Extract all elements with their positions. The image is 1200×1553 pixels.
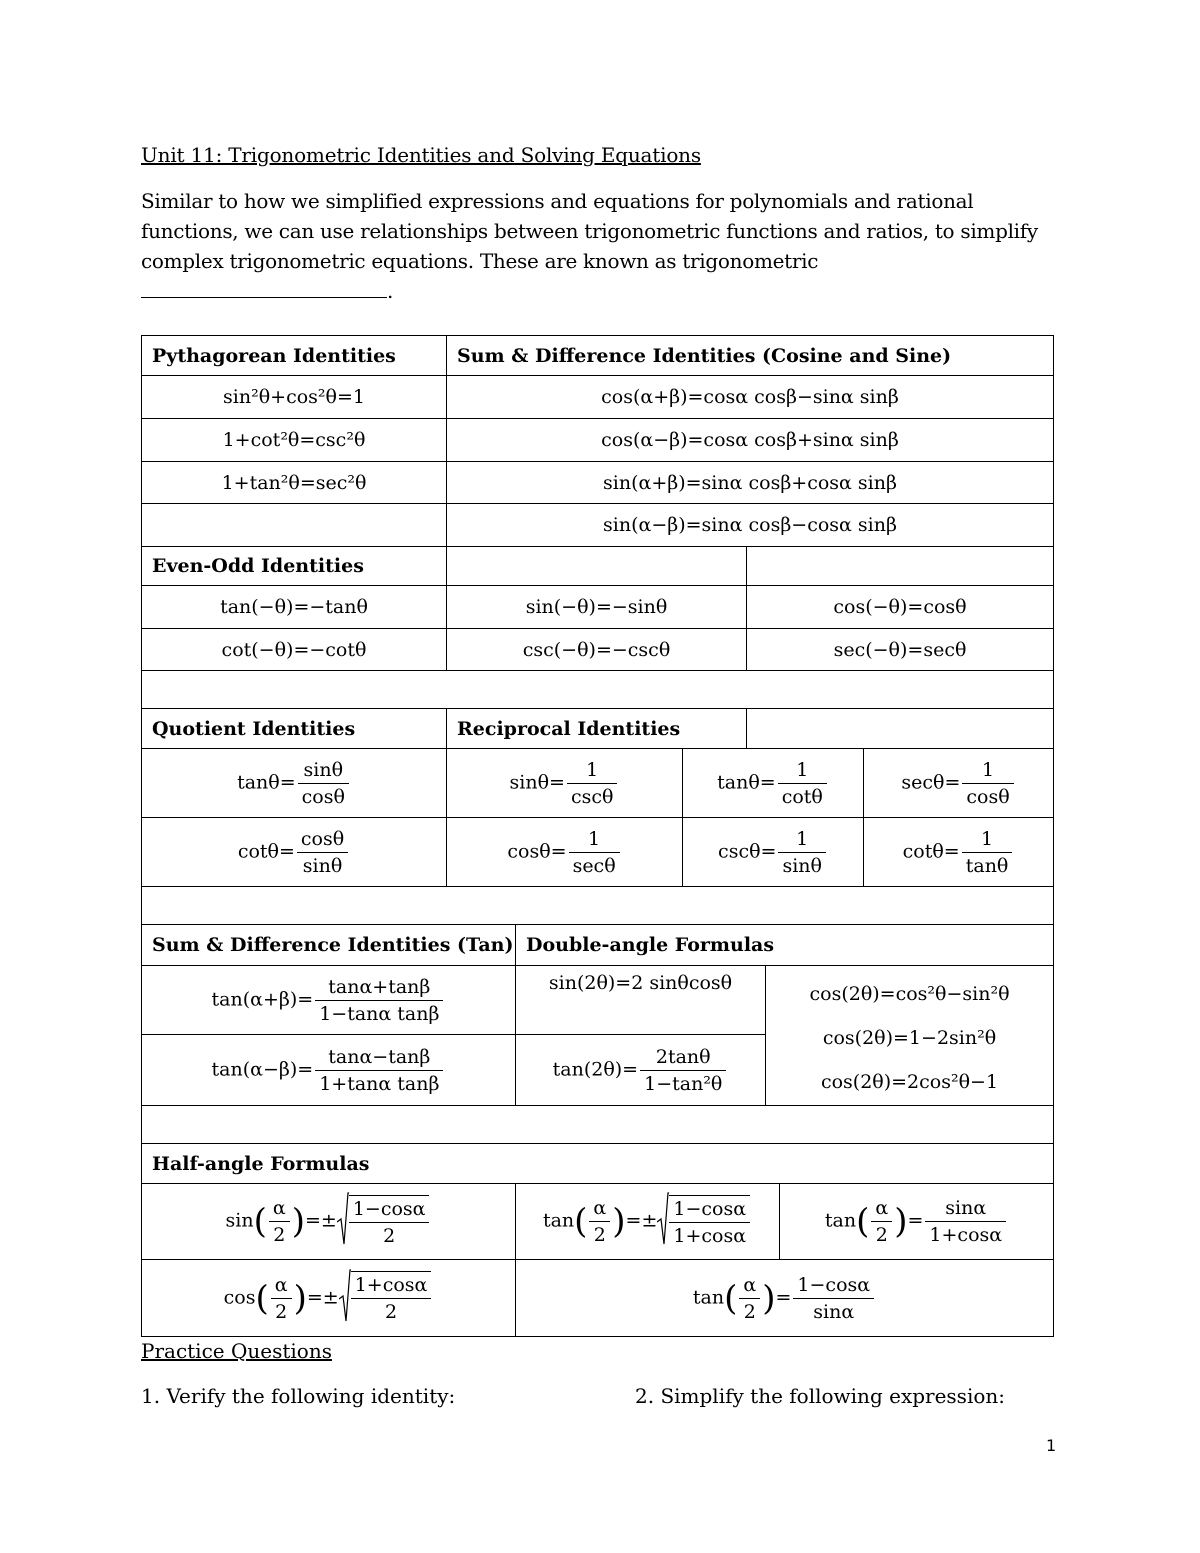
quotient-cot-formula: cotθ= $\frac{\cos\theta}{\sin\theta}$	[142, 818, 447, 887]
radical-icon	[657, 1192, 669, 1246]
half-angle-tan-cos: tan( $\frac{\alpha}{2}$ )= $\frac{1-\cos\alpha}{\sin\alpha}$	[516, 1260, 1054, 1337]
even-odd-heading: Even-Odd Identities	[142, 547, 447, 586]
sum-diff-cs-heading: Sum & Difference Identities (Cosine and Sine)	[447, 336, 1054, 376]
intro-text: Similar to how we simplified expressions and equations for polynomials and rational functions, we can use relationships between trigonometric functions and ratios, to simplify complex trigonometric equations. These are known as trigonometric	[141, 189, 1038, 273]
quotient-tan-formula: tanθ= $\frac{\sin\theta}{\cos\theta}$	[142, 749, 447, 818]
reciprocal-formula: cscθ= $\frac{1}{\sin\theta}$	[683, 818, 864, 887]
pythagorean-identity: 1+cot²θ=csc²θ	[142, 419, 447, 462]
half-angle-tan-sin: tan( $\frac{\alpha}{2}$ )= $\frac{\sin\alpha}{1+\cos\alpha}$	[780, 1184, 1054, 1260]
pythagorean-identity: 1+tan²θ=sec²θ	[142, 462, 447, 504]
even-odd-identity: sin(−θ)=−sinθ	[447, 586, 747, 629]
radical-icon	[339, 1269, 351, 1323]
even-odd-identity: cos(−θ)=cosθ	[747, 586, 1054, 629]
sum-diff-identity: cos(α−β)=cosα cosβ+sinα sinβ	[447, 419, 1054, 462]
sum-diff-identity: cos(α+β)=cosα cosβ−sinα sinβ	[447, 376, 1054, 419]
pythagorean-identity: sin²θ+cos²θ=1	[142, 376, 447, 419]
double-angle-cos-list	[766, 966, 1054, 1106]
identities-table-2	[141, 708, 1054, 925]
spacer-row	[142, 1106, 1054, 1144]
even-odd-identity: tan(−θ)=−tanθ	[142, 586, 447, 629]
double-angle-sin: sin(2θ)=2 sinθcosθ	[516, 966, 766, 1035]
intro-end: .	[387, 279, 394, 303]
spacer-row	[142, 671, 1054, 709]
radical-icon	[337, 1192, 349, 1246]
double-angle-cos: cos(2θ)=1−2sin²θ	[822, 1027, 997, 1049]
even-odd-identity: cot(−θ)=−cotθ	[142, 629, 447, 671]
even-odd-identity: csc(−θ)=−cscθ	[447, 629, 747, 671]
empty-cell	[747, 547, 1054, 586]
reciprocal-formula: secθ= $\frac{1}{\cos\theta}$	[864, 749, 1054, 818]
spacer-row	[142, 887, 1054, 925]
empty-cell	[447, 547, 747, 586]
half-angle-sin: sin( $\frac{\alpha}{2}$ )=± $\frac{1-\cos\alpha}{2}$	[142, 1184, 516, 1260]
question-2: 2. Simplify the following expression:	[635, 1384, 1005, 1408]
identities-table-4	[141, 1143, 1054, 1337]
half-angle-tan-radical: tan( $\frac{\alpha}{2}$ )=± $\frac{1-\cos\alpha}{1+\cos\alpha}$	[516, 1184, 780, 1260]
sum-diff-identity: sin(α+β)=sinα cosβ+cosα sinβ	[447, 462, 1054, 504]
fill-in-blank	[141, 279, 387, 298]
double-angle-heading: Double-angle Formulas	[516, 925, 1054, 966]
even-odd-identity: sec(−θ)=secθ	[747, 629, 1054, 671]
pythagorean-heading: Pythagorean Identities	[142, 336, 447, 376]
double-angle-cos: cos(2θ)=cos²θ−sin²θ	[809, 983, 1010, 1005]
empty-cell	[142, 504, 447, 547]
identities-table-3	[141, 924, 1054, 1144]
reciprocal-formula: cotθ= $\frac{1}{\tan\theta}$	[864, 818, 1054, 887]
empty-cell	[747, 709, 1054, 749]
double-angle-cos: cos(2θ)=2cos²θ−1	[820, 1071, 999, 1093]
reciprocal-formula: tanθ= $\frac{1}{\cot\theta}$	[683, 749, 864, 818]
half-angle-cos: cos( $\frac{\alpha}{2}$ )=± $\frac{1+\cos\alpha}{2}$	[142, 1260, 516, 1337]
sum-diff-tan-heading: Sum & Difference Identities (Tan)	[142, 925, 516, 966]
page-title: Unit 11: Trigonometric Identities and Solving Equations	[141, 143, 701, 167]
tan-sum-formula: tan(α+β)= $\frac{\tan\alpha+\tan\beta}{\text{1−tanα tanβ}}$	[142, 966, 516, 1035]
reciprocal-heading: Reciprocal Identities	[447, 709, 747, 749]
reciprocal-formula: sinθ= $\frac{1}{\csc\theta}$	[447, 749, 683, 818]
identities-table-1	[141, 335, 1054, 709]
half-angle-heading: Half-angle Formulas	[142, 1144, 1054, 1184]
sum-diff-identity: sin(α−β)=sinα cosβ−cosα sinβ	[447, 504, 1054, 547]
intro-paragraph	[141, 186, 1061, 306]
practice-heading: Practice Questions	[141, 1339, 332, 1363]
tan-diff-formula: tan(α−β)= $\frac{\tan\alpha-\tan\beta}{\text{1+tanα tanβ}}$	[142, 1035, 516, 1106]
page-number: 1	[1046, 1436, 1057, 1455]
double-angle-tan: tan(2θ)= $\frac{2\tan\theta}{\text{1−tan²θ}}$	[516, 1035, 766, 1106]
quotient-heading: Quotient Identities	[142, 709, 447, 749]
reciprocal-formula: cosθ= $\frac{1}{\sec\theta}$	[447, 818, 683, 887]
question-1: 1. Verify the following identity:	[141, 1384, 456, 1408]
